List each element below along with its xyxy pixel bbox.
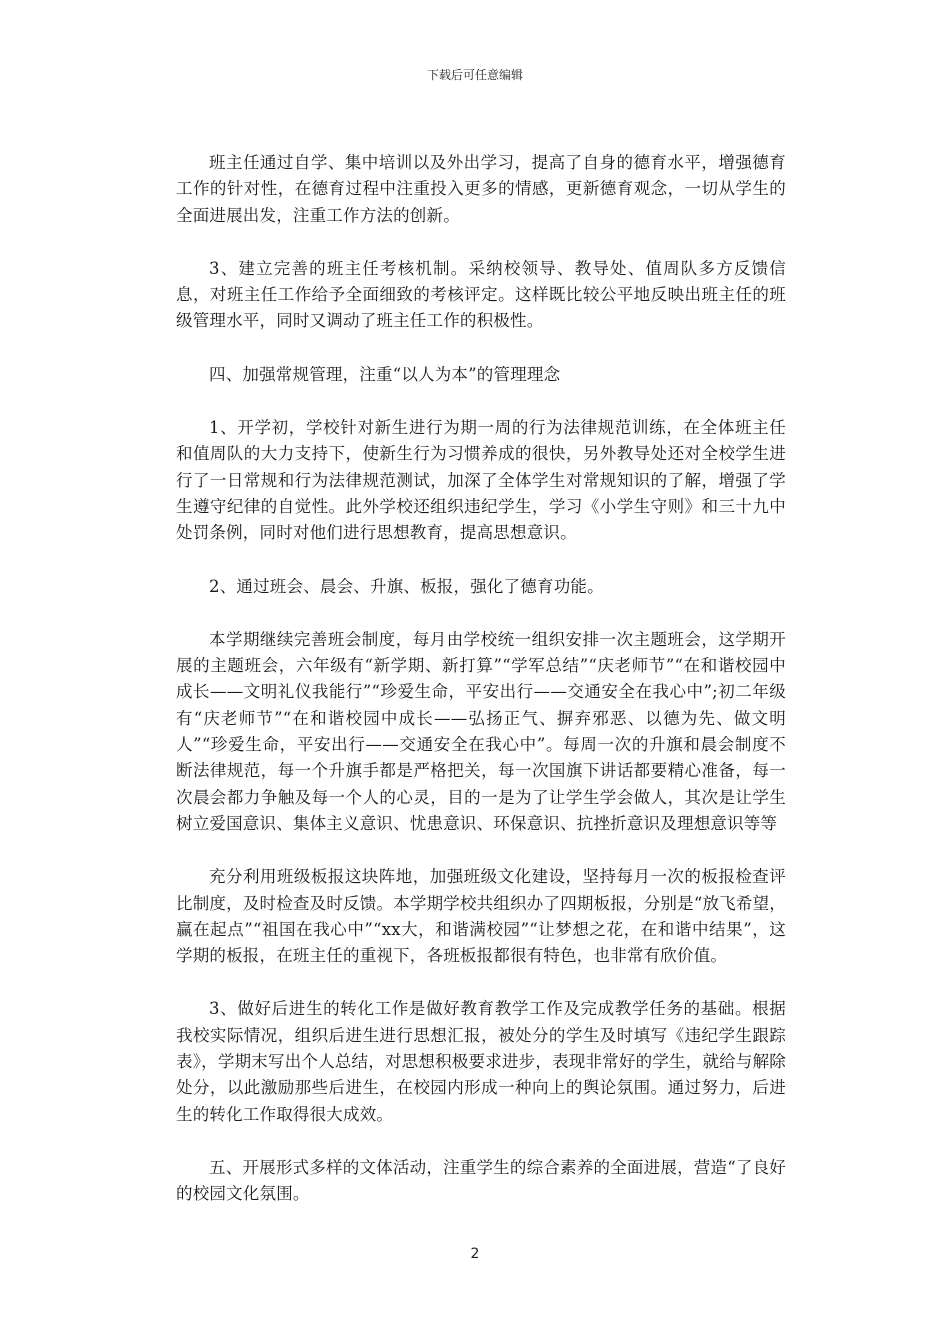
- paragraph-theme-class-meetings: 本学期继续完善班会制度，每月由学校统一组织安排一次主题班会，这学期开展的主题班会，六年级有“新学期、新打算”“学军总结”“庆老师节”“在和谐校园中成长——文明礼仪我能行”“珍爱生命，平安出行——交通安全在我心中”;初二年级有“庆老师节”“在和谐校园中成长——弘扬正气、摒弃邪恶、以德为先、做文明人”“珍爱生命，平安出行——交通安全在我心中”。每周一次的升旗和晨会制度不断法律规范，每一个升旗手都是严格把关，每一次国旗下讲话都要精心准备，每一次晨会都力争触及每一个人的心灵，目的一是为了让学生学会做人，其次是让学生树立爱国意识、集体主义意识、忧患意识、环保意识、抗挫折意识及理想意识等等: [176, 629, 786, 833]
- document-body: [176, 150, 786, 1235]
- paragraph-new-student-training: 1、开学初，学校针对新生进行为期一周的行为法律规范训练，在全体班主任和值周队的大力支持下，使新生行为习惯养成的很快，另外教导处还对全校学生进行了一日常规和行为法律规范测试，加深了全体学生对常规知识的了解，增强了学生遵守纪律的自觉性。此外学校还组织违纪学生，学习《小学生守则》和三十九中处罚条例，同时对他们进行思想教育，提高思想意识。: [176, 418, 786, 543]
- paragraph-assessment-mechanism: 3、建立完善的班主任考核机制。采纳校领导、教导处、值周队多方反馈信息，对班主任工作给予全面细致的考核评定。这样既比较公平地反映出班主任的班级管理水平，同时又调动了班主任工作的积极性。: [176, 258, 786, 331]
- paragraph-blackboard-newspaper: 充分利用班级板报这块阵地，加强班级文化建设，坚持每月一次的板报检查评比制度，及时检查及时反馈。本学期学校共组织办了四期板报，分别是“放飞希望，赢在起点”“祖国在我心中”“xx大，和谐满校园”“让梦想之花，在和谐中结果”，这学期的板报，在班主任的重视下，各班板报都很有特色，也非常有欣价值。: [176, 867, 786, 966]
- paragraph-class-meetings-heading: 2、通过班会、晨会、升旗、板报，强化了德育功能。: [209, 576, 604, 596]
- paragraph-underachiever-transformation: 3、做好后进生的转化工作是做好教育教学工作及完成教学任务的基础。根据我校实际情况，组织后进生进行思想汇报，被处分的学生及时填写《违纪学生跟踪表》，学期末写出个人总结，对思想积极要求进步，表现非常好的学生，就给与解除处分，以此激励那些后进生，在校园内形成一种向上的舆论氛围。通过努力，后进生的转化工作取得很大成效。: [176, 999, 786, 1124]
- page-header: 下载后可任意编辑: [426, 68, 523, 82]
- paragraph-teacher-training: 班主任通过自学、集中培训以及外出学习，提高了自身的德育水平，增强德育工作的针对性，在德育过程中注重投入更多的情感，更新德育观念，一切从学生的全面进展出发，注重工作方法的创新。: [176, 153, 786, 225]
- section-heading-routine-management: 四、加强常规管理，注重“以人为本”的管理理念: [209, 364, 561, 384]
- section-heading-cultural-activities: 五、开展形式多样的文体活动，注重学生的综合素养的全面进展，营造“了良好的校园文化氛围。: [176, 1157, 786, 1204]
- page-number: 2: [470, 1246, 480, 1262]
